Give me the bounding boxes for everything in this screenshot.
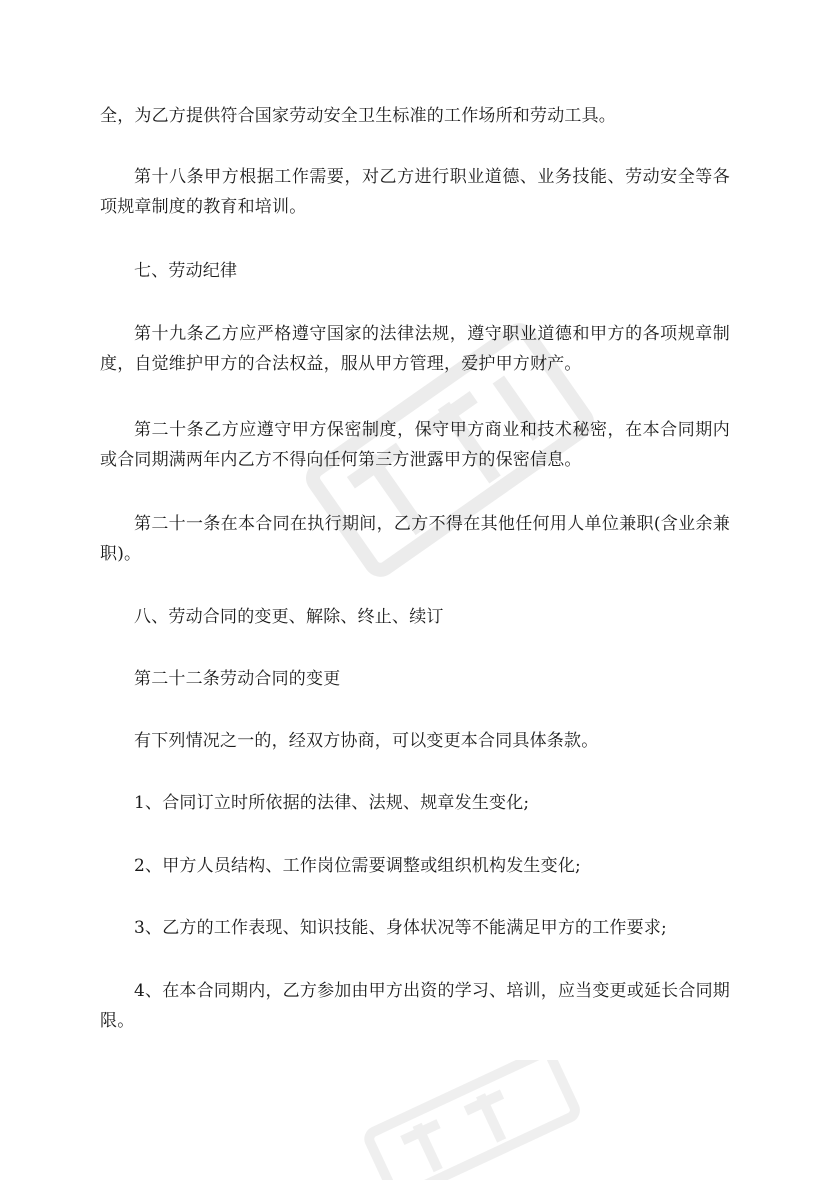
paragraph-change-conditions: 有下列情况之一的，经双方协商，可以变更本合同具体条款。: [134, 731, 599, 751]
list-item-1: 1、合同订立时所依据的法律、法规、规章发生变化;: [134, 793, 530, 813]
paragraph-article-21: 第二十一条在本合同在执行期间，乙方不得在其他任何用人单位兼职(含业余兼职)。: [100, 514, 730, 564]
paragraph-article-18: 第十八条甲方根据工作需要，对乙方进行职业道德、业务技能、劳动安全等各项规章制度的教育和培训。: [100, 167, 730, 217]
list-item-3: 3、乙方的工作表现、知识技能、身体状况等不能满足甲方的工作要求;: [134, 918, 667, 938]
section-heading-contract-changes: 八、劳动合同的变更、解除、终止、续订: [134, 607, 444, 627]
paragraph-article-22-title: 第二十二条劳动合同的变更: [134, 669, 341, 689]
paragraph-article-20: 第二十条乙方应遵守甲方保密制度，保守甲方商业和技术秘密，在本合同期内或合同期满两年内乙方不得向任何第三方泄露甲方的保密信息。: [100, 420, 730, 470]
paragraph-safety-conditions: 全，为乙方提供符合国家劳动安全卫生标准的工作场所和劳动工具。: [100, 106, 616, 126]
section-heading-labor-discipline: 七、劳动纪律: [134, 261, 238, 281]
watermark-logo-icon: [340, 1060, 600, 1180]
list-item-2: 2、甲方人员结构、工作岗位需要调整或组织机构发生变化;: [134, 856, 581, 876]
list-item-4: 4、在本合同期内，乙方参加由甲方出资的学习、培训，应当变更或延长合同期限。: [100, 981, 730, 1031]
paragraph-article-19: 第十九条乙方应严格遵守国家的法律法规，遵守职业道德和甲方的各项规章制度，自觉维护甲方的合法权益，服从甲方管理，爱护甲方财产。: [100, 324, 730, 374]
